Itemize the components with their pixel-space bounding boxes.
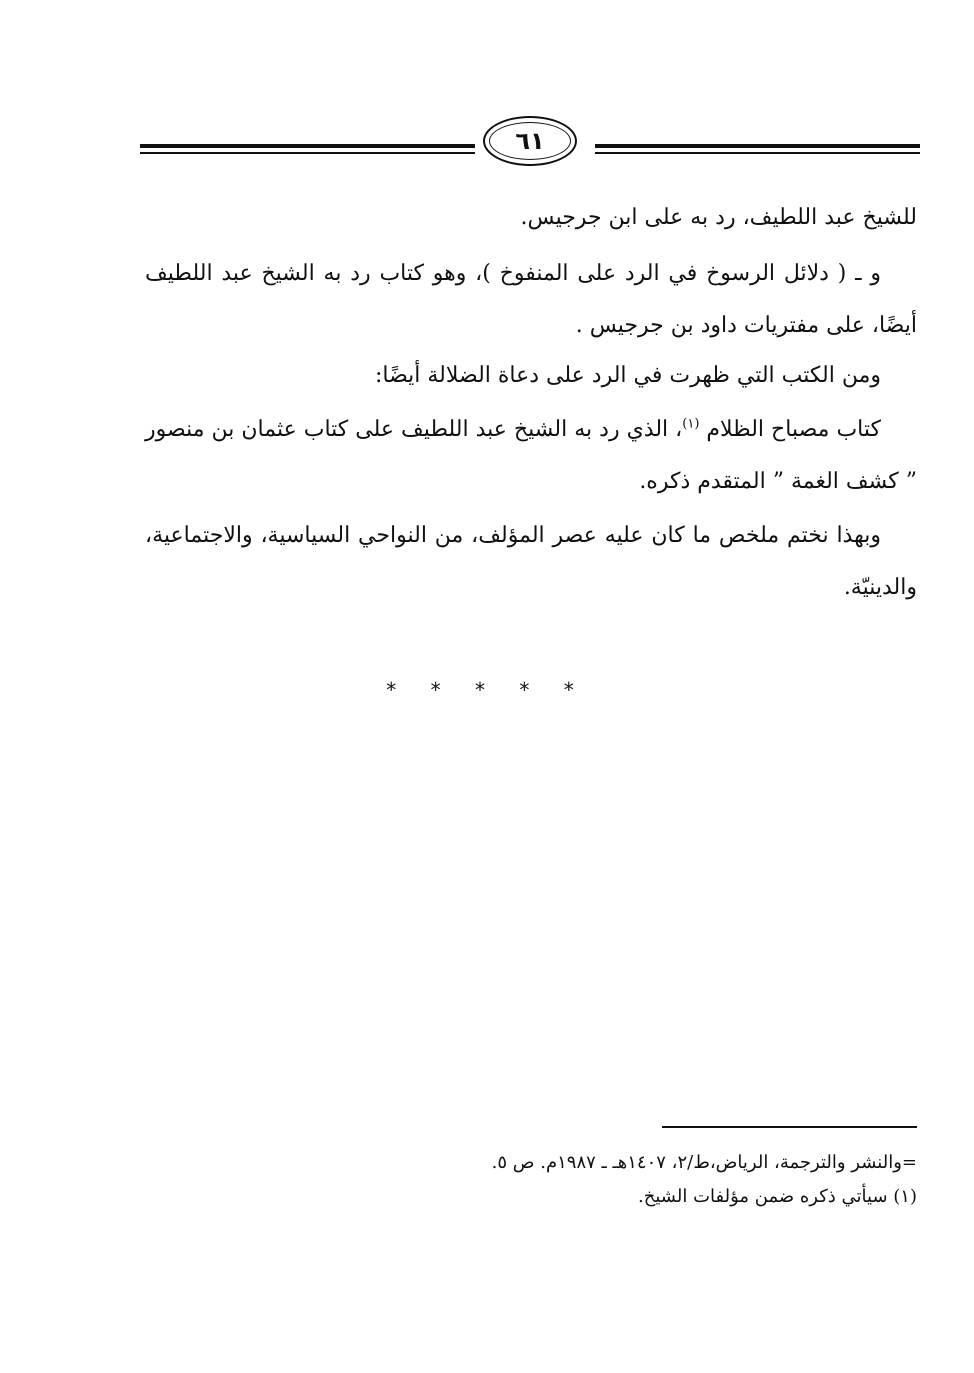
page-header bbox=[140, 108, 920, 178]
paragraph-continuation: للشيخ عبد اللطيف، رد به على ابن جرجيس. bbox=[520, 205, 917, 230]
section-separator: * * * * * bbox=[386, 678, 588, 702]
footnote-1: (١) سيأتي ذكره ضمن مؤلفات الشيخ. bbox=[638, 1186, 917, 1207]
paragraph-other-books: ومن الكتب التي ظهرت في الرد على دعاة الضلالة أيضًا: bbox=[374, 363, 881, 388]
misbah-text-start: كتاب مصباح الظلام bbox=[699, 417, 881, 442]
header-rule-left bbox=[140, 144, 475, 154]
header-rule-right bbox=[595, 144, 920, 154]
body-text bbox=[145, 248, 917, 352]
footnote-divider bbox=[662, 1126, 917, 1128]
page-number: ٦١ bbox=[515, 127, 545, 155]
footnotes bbox=[145, 1146, 917, 1214]
page-number-badge bbox=[483, 116, 577, 166]
body-text bbox=[145, 404, 917, 508]
body-text bbox=[145, 192, 917, 244]
misbah-text-end: ، الذي رد به الشيخ عبد اللطيف على كتاب عثمان بن منصور ” كشف الغمة ” المتقدم ذكره. bbox=[145, 417, 917, 494]
body-text bbox=[145, 350, 917, 402]
paragraph-misbah bbox=[145, 404, 917, 508]
paragraph-dalail: و ـ ( دلائل الرسوخ في الرد على المنفوخ )، وهو كتاب رد به الشيخ عبد اللطيف أيضًا، على مفتريات داود بن جرجيس . bbox=[145, 261, 917, 338]
footnote-marker-1: (١) bbox=[682, 416, 700, 432]
paragraph-conclusion: وبهذا نختم ملخص ما كان عليه عصر المؤلف، من النواحي السياسية، والاجتماعية، والدينيّة. bbox=[145, 523, 917, 600]
body-text bbox=[145, 510, 917, 614]
footnote-continuation: =والنشر والترجمة، الرياض،ط/٢، ١٤٠٧هـ ـ ١٩٨٧م. ص ٥. bbox=[491, 1152, 917, 1173]
